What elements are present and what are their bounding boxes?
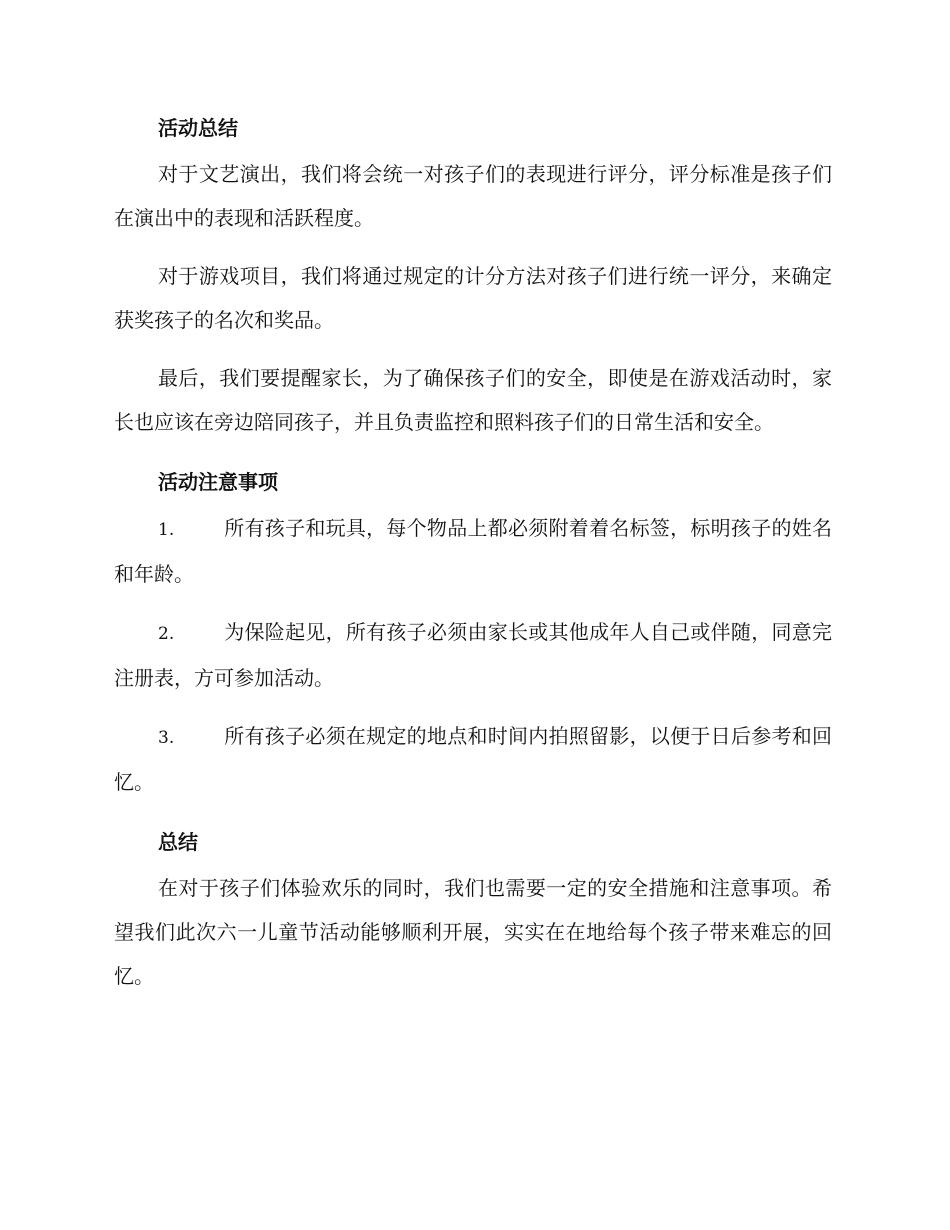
summary-paragraph-1: 对于文艺演出，我们将会统一对孩子们的表现进行评分，评分标准是孩子们在演出中的表现和活跃程度。 xyxy=(114,162,832,230)
summary-paragraph-3: 最后，我们要提醒家长，为了确保孩子们的安全，即使是在游戏活动时，家长也应该在旁边陪同孩子，并且负责监控和照料孩子们的日常生活和安全。 xyxy=(114,366,832,434)
notes-item-1 xyxy=(114,506,832,596)
notes-item-text: 所有孩子和玩具，每个物品上都必须附着着名标签，标明孩子的姓名和年龄。 xyxy=(114,516,832,586)
notes-item-number: 1. xyxy=(158,520,175,540)
notes-item-3 xyxy=(114,714,832,804)
section-title-notes: 活动注意事项 xyxy=(158,470,278,494)
notes-item-2 xyxy=(114,610,832,700)
document-page xyxy=(114,104,832,1012)
section-title-conclusion: 总结 xyxy=(158,830,198,854)
section-title-summary: 活动总结 xyxy=(158,116,238,140)
notes-item-number: 3. xyxy=(158,728,175,748)
notes-item-text: 为保险起见，所有孩子必须由家长或其他成年人自己或伴随，同意完注册表，方可参加活动。 xyxy=(114,620,832,690)
notes-item-number: 2. xyxy=(158,624,175,644)
conclusion-paragraph-1: 在对于孩子们体验欢乐的同时，我们也需要一定的安全措施和注意事项。希望我们此次六一儿童节活动能够顺利开展，实实在在地给每个孩子带来难忘的回忆。 xyxy=(114,876,832,988)
summary-paragraph-2: 对于游戏项目，我们将通过规定的计分方法对孩子们进行统一评分，来确定获奖孩子的名次和奖品。 xyxy=(114,264,832,332)
notes-item-text: 所有孩子必须在规定的地点和时间内拍照留影，以便于日后参考和回忆。 xyxy=(114,724,832,794)
